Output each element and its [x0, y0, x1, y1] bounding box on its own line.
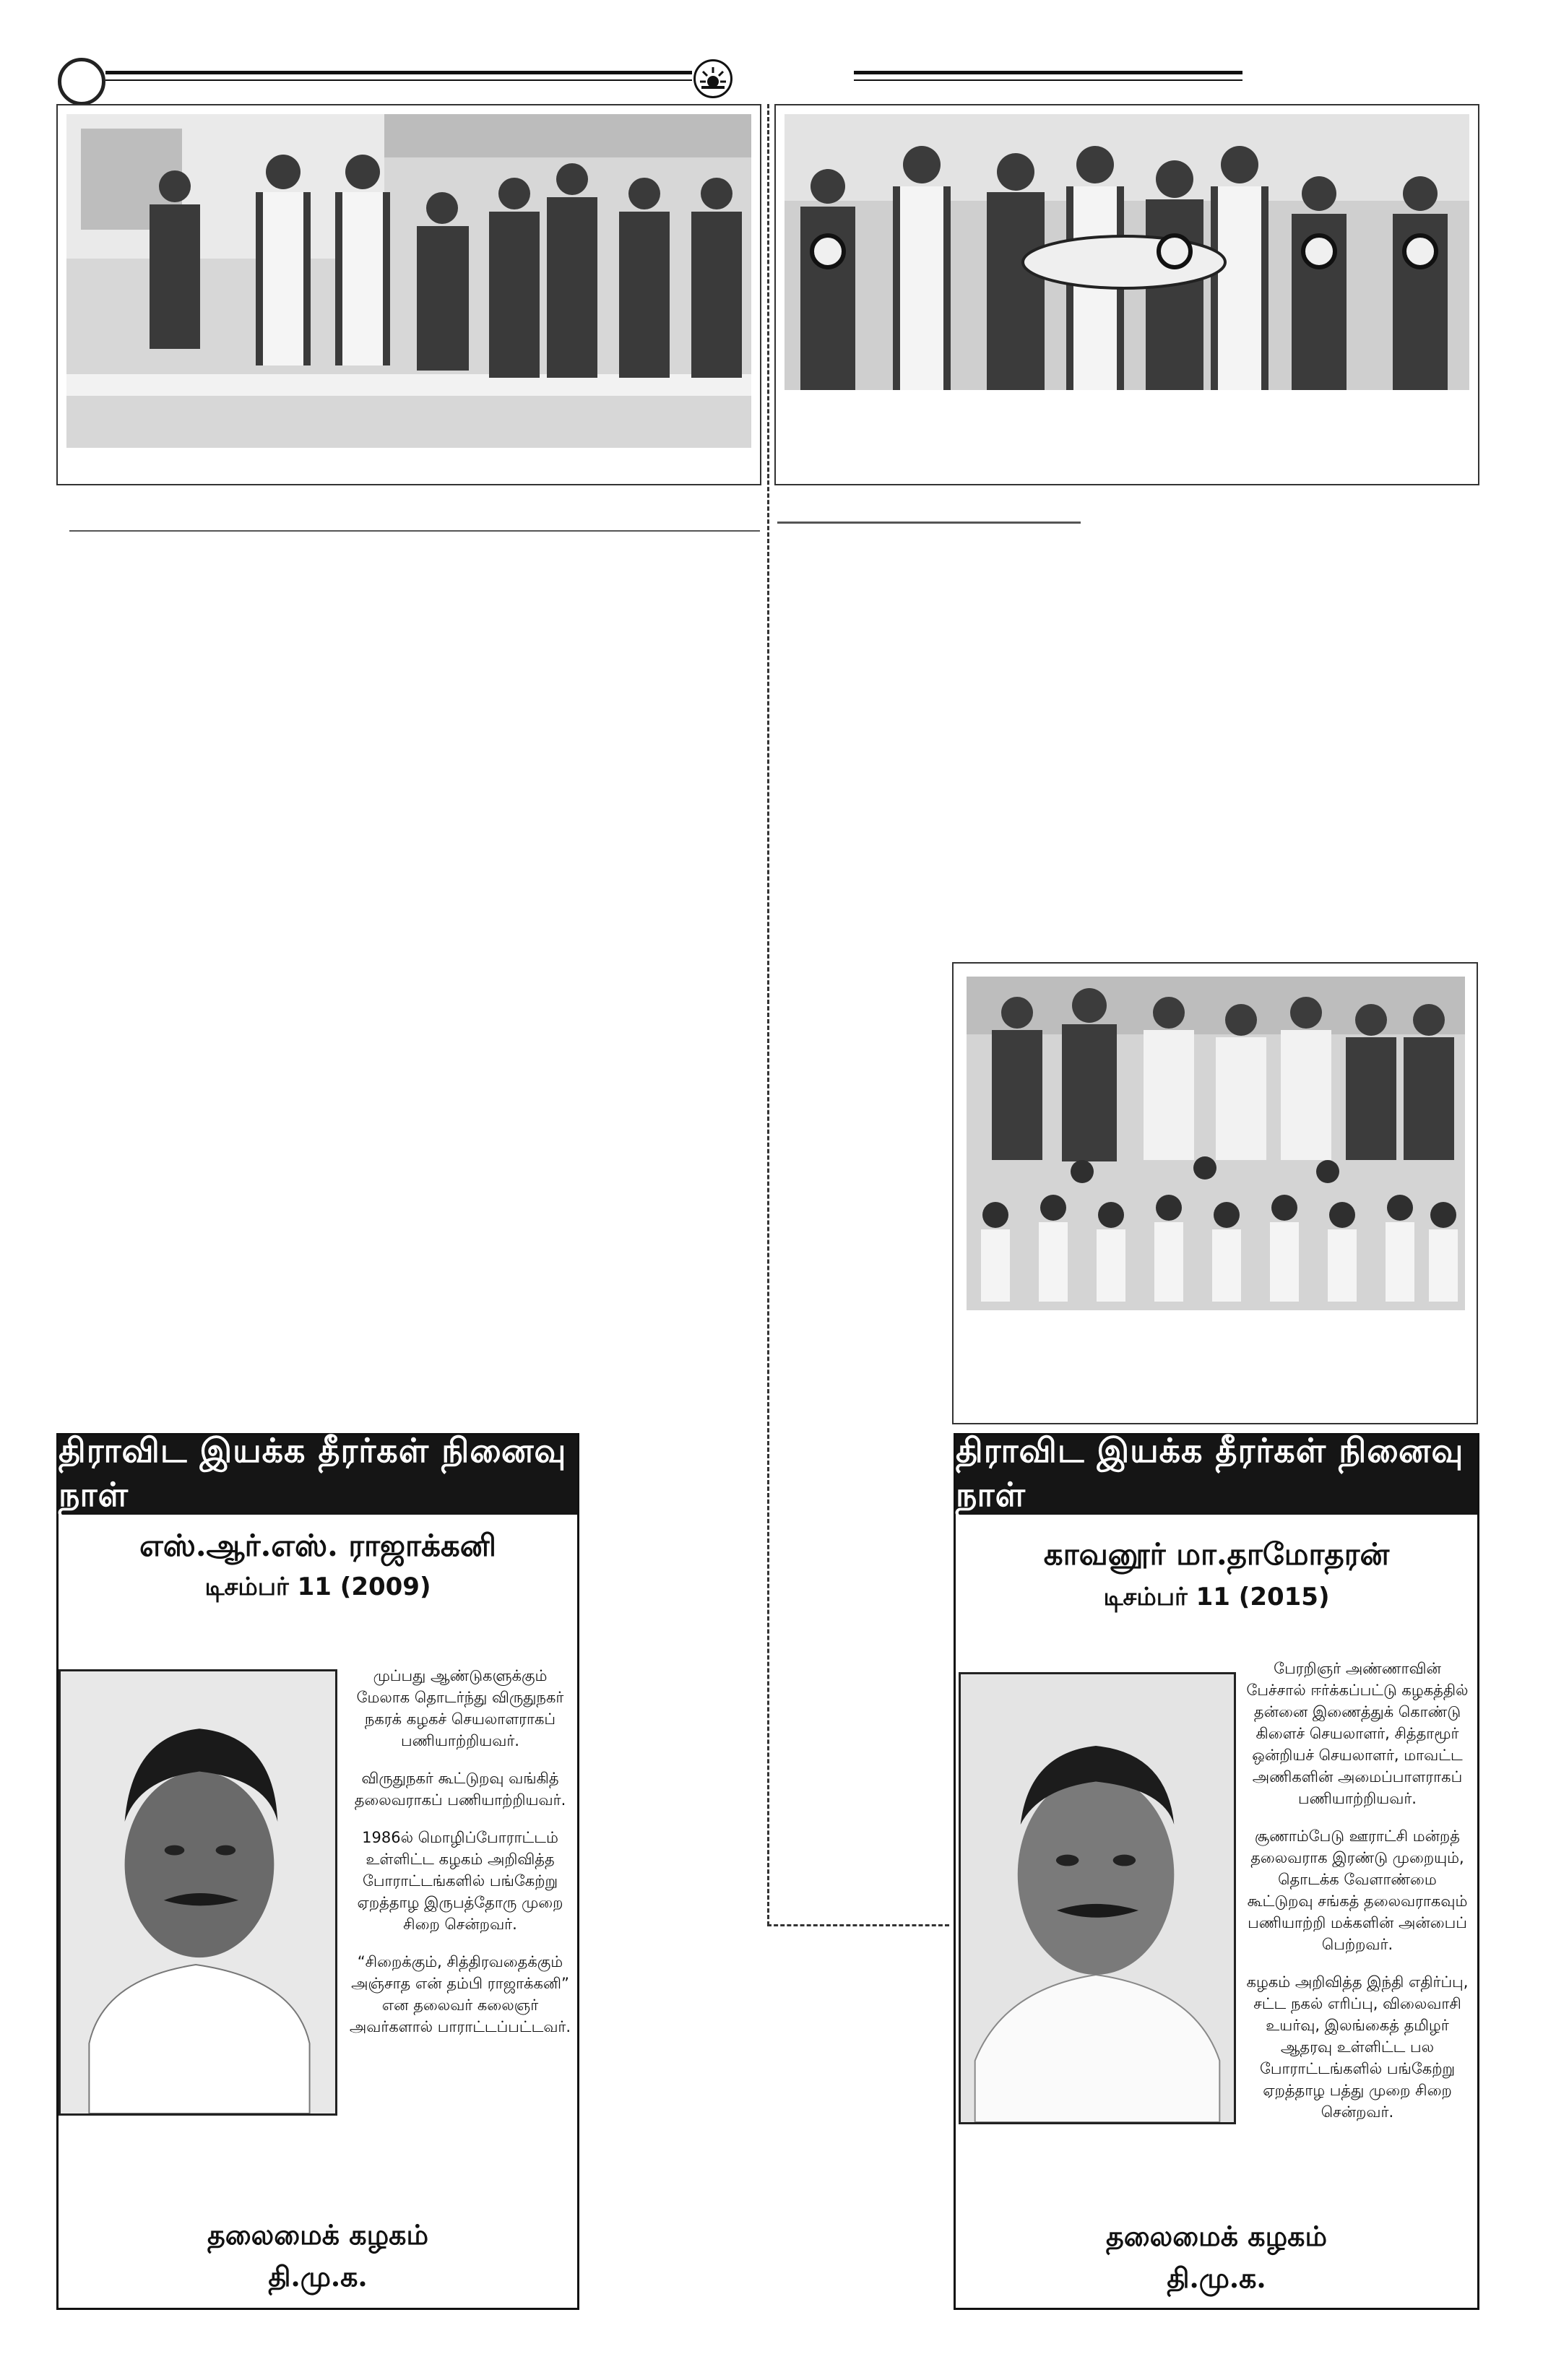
memorial-portrait [59, 1669, 337, 2116]
signature-line: தி.மு.க. [1167, 2262, 1266, 2294]
signature-line: தலைமைக் கழகம் [207, 2218, 429, 2251]
ceremony-photo-left [66, 114, 751, 448]
signature-line: தலைமைக் கழகம் [1105, 2220, 1328, 2252]
memorial-date: டிசம்பர் 11 (2009) [204, 1572, 431, 1601]
bio-paragraph: 1986ல் மொழிப்போராட்டம் உள்ளிட்ட கழகம் அறிவித்த போராட்டங்களில் பங்கேற்று ஏறத்தாழ இருபத்தோரு முறை சிறை சென்றவர். [357, 1829, 563, 1933]
photo-frame-school [952, 962, 1478, 1424]
header-rule-left-top [105, 71, 692, 74]
bio-paragraph: பேரறிஞர் அண்ணாவின் பேச்சால் ஈர்க்கப்பட்டு கழகத்தில் தன்னை இணைத்துக் கொண்டு கிளைச் செயலாளர், சித்தாமூர் ஒன்றியச் செயலாளர், மாவட்ட அணிகளின் அமைப்பாளராகப் பணியாற்றியவர். [1246, 1660, 1469, 1807]
header-rule-right-top [854, 71, 1242, 74]
rising-sun-icon [693, 59, 732, 98]
signature-line: தி.மு.க. [268, 2260, 368, 2293]
memorial-date: டிசம்பர் 11 (2015) [1103, 1583, 1330, 1611]
bio-paragraph: விருதுநகர் கூட்டுறவு வங்கித் தலைவராகப் பணியாற்றியவர். [354, 1770, 566, 1809]
header-rule-right-bottom [854, 79, 1242, 81]
memorial-bio [1245, 1658, 1470, 2139]
column-separator-vertical [767, 104, 769, 1926]
right-column-rule [777, 522, 1081, 524]
memorial-portrait [959, 1672, 1236, 2124]
photo-frame-left [56, 104, 761, 485]
memorial-box-rajakkani [56, 1433, 579, 2310]
memorial-bio [347, 1665, 573, 2054]
page-number-circle [58, 58, 105, 105]
column-separator-horizontal [767, 1924, 949, 1926]
memorial-name: எஸ்.ஆர்.எஸ். ராஜாக்கனி [139, 1528, 496, 1563]
bio-paragraph: முப்பது ஆண்டுகளுக்கும் மேலாக தொடர்ந்து விருதுநகர் நகரக் கழகச் செயலாளராகப் பணியாற்றியவர். [356, 1667, 564, 1749]
memorial-box-damodaran [954, 1433, 1479, 2310]
photo-frame-right [774, 104, 1479, 485]
bio-paragraph: கழகம் அறிவித்த இந்தி எதிர்ப்பு, சட்ட நகல் எரிப்பு, விலைவாசி உயர்வு, இலங்கைத் தமிழர் ஆதரவு உள்ளிட்ட பல போராட்டங்களில் பங்கேற்று ஏறத்தாழ பத்து முறை சிறை சென்றவர். [1246, 1973, 1469, 2121]
school-visit-photo [967, 977, 1465, 1310]
bio-paragraph: சூணாம்பேடு ஊராட்சி மன்றத் தலைவராக இரண்டு முறையும், தொடக்க வேளாண்மை கூட்டுறவு சங்கத் தலைவராகவும் பணியாற்றி மக்களின் அன்பைப் பெற்றவர். [1247, 1827, 1468, 1953]
header-rule-left-bottom [105, 79, 692, 81]
left-column-rule [69, 530, 760, 532]
memorial-banner: திராவிட இயக்க தீரர்கள் நினைவு நாள் [956, 1435, 1477, 1515]
memorial-signature [59, 2214, 577, 2298]
bio-paragraph: “சிறைக்கும், சித்திரவதைக்கும் அஞ்சாத என் தம்பி ராஜாக்கனி” என தலைவர் கலைஞர் அவர்களால் பாராட்டப்பட்டவர். [349, 1953, 571, 2035]
memorial-banner: திராவிட இயக்க தீரர்கள் நினைவு நாள் [59, 1435, 577, 1515]
ceremony-photo-right [785, 114, 1469, 390]
memorial-name: காவனூர் மா.தாமோதரன் [1043, 1536, 1390, 1572]
memorial-signature [956, 2215, 1477, 2299]
